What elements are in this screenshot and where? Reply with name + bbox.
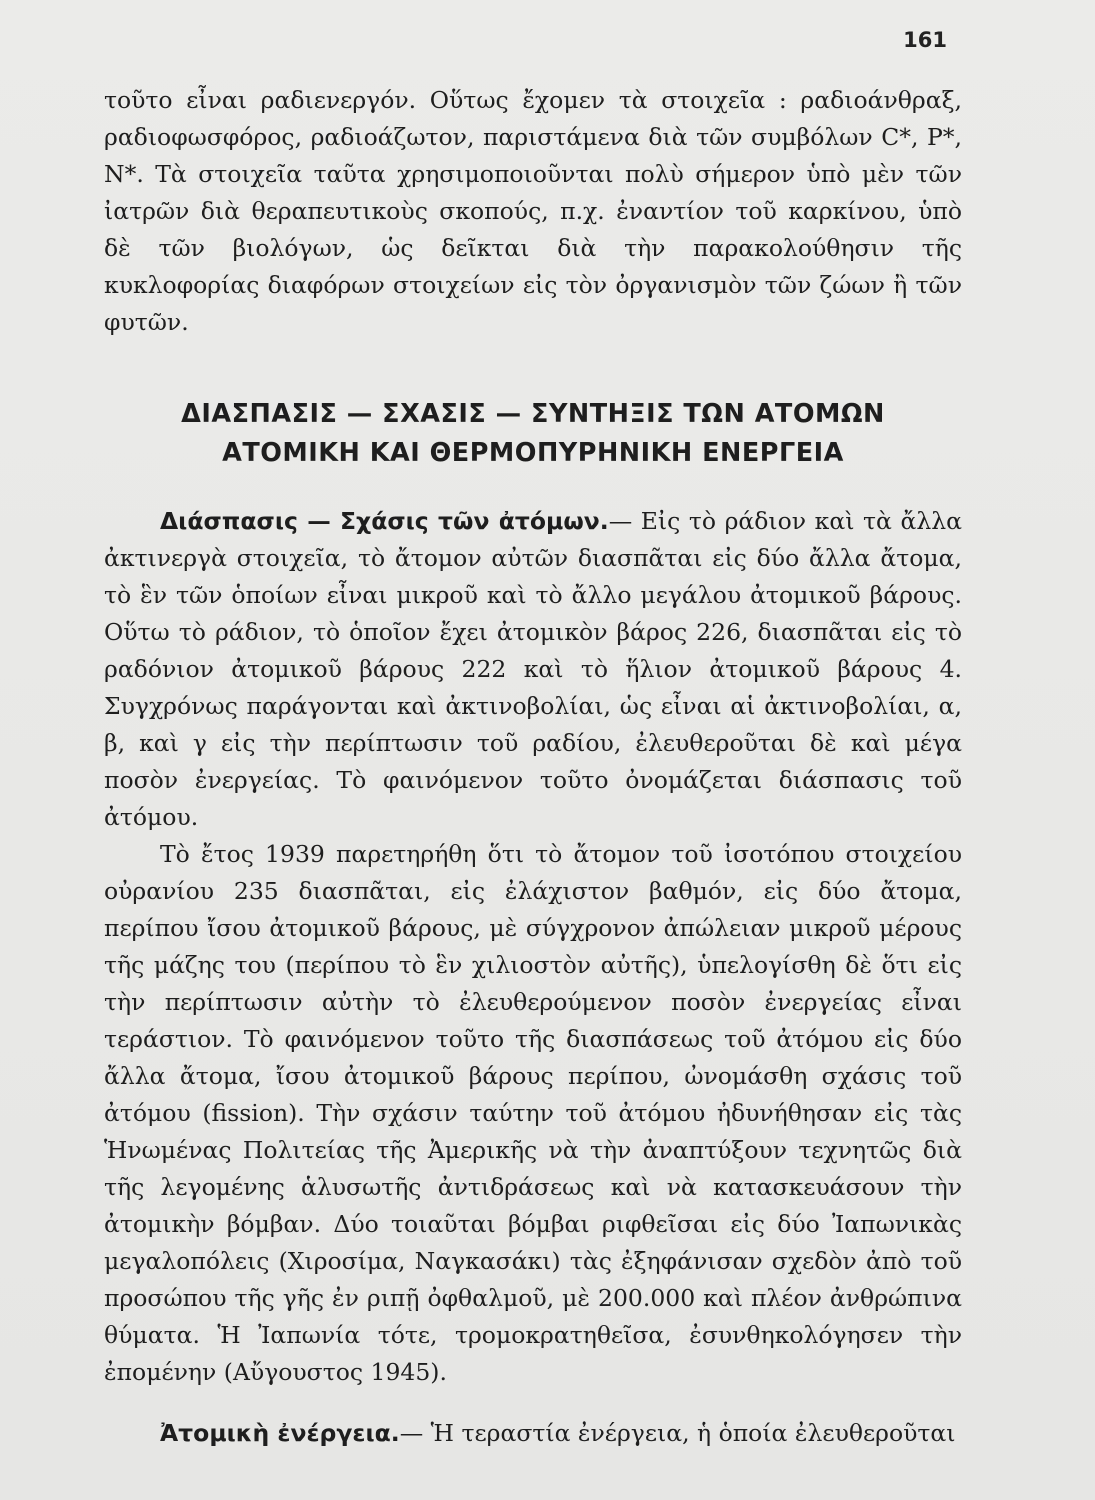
atomic-energy-subheading: Ἀτομικὴ ἐνέργεια. [160,1418,400,1447]
page-number: 161 [903,28,947,52]
chapter-heading-line-1: ΔΙΑΣΠΑΣΙΣ — ΣΧΑΣΙΣ — ΣΥΝΤΗΞΙΣ ΤΩΝ ΑΤΟΜΩΝ [181,399,885,429]
intro-paragraph: τοῦτο εἶναι ραδιενεργόν. Οὕτως ἔχομεν τὰ στοιχεῖα : ραδιοάνθραξ, ραδιοφωσφόρος, ραδιοάζωτον, παριστάμενα διὰ τῶν συμβόλων C*, P*, N*. Τὰ στοιχεῖα ταῦτα χρησιμοποιοῦνται πολὺ σήμερον ὑπὸ μὲν τῶν ἰατρῶν διὰ θεραπευτικοὺς σκοπούς, π.χ. ἐναντίον τοῦ καρκίνου, ὑπὸ δὲ τῶν βιολόγων, ὡς δεῖκται διὰ τὴν παρακολούθησιν τῆς κυκλοφορίας διαφόρων στοιχείων εἰς τὸν ὀργανισμὸν τῶν ζώων ἢ τῶν φυτῶν. [104,86,962,336]
intro-section [104,82,962,341]
section-atomic-energy [104,1415,962,1452]
atomic-energy-paragraph-text: — Ἡ τεραστία ἐνέργεια, ἡ ὁποία ἐλευθεροῦται [399,1418,956,1447]
chapter-heading [104,395,962,473]
fission-paragraph-1-text: — Εἰς τὸ ράδιον καὶ τὰ ἄλλα ἀκτινεργὰ στοιχεῖα, τὸ ἄτομον αὐτῶν διασπᾶται εἰς δύο ἄλλα ἄτομα, τὸ ἓν τῶν ὁποίων εἶναι μικροῦ καὶ τὸ ἄλλο μεγάλου ἀτομικοῦ βάρους. Οὕτω τὸ ράδιον, τὸ ὁποῖον ἔχει ἀτομικὸν βάρος 226, διασπᾶται εἰς τὸ ραδόνιον ἀτομικοῦ βάρους 222 καὶ τὸ ἥλιον ἀτομικοῦ βάρους 4. Συγχρόνως παράγονται καὶ ἀκτινοβολίαι, ὡς εἶναι αἱ ἀκτινοβολίαι, α, β, καὶ γ εἰς τὴν περίπτωσιν τοῦ ραδίου, ἐλευθεροῦται δὲ καὶ μέγα ποσὸν ἐνεργείας. Τὸ φαινόμενον τοῦτο ὀνομάζεται διάσπασις τοῦ ἀτόμου. [104,507,962,831]
page-body [104,82,962,1475]
fission-subheading: Διάσπασις — Σχάσις τῶν ἀτόμων. [160,507,609,535]
chapter-heading-line-2: ΑΤΟΜΙΚΗ ΚΑΙ ΘΕΡΜΟΠΥΡΗΝΙΚΗ ΕΝΕΡΓΕΙΑ [222,438,844,468]
atomic-energy-paragraph [104,1415,962,1452]
fission-paragraph-2: Τὸ ἔτος 1939 παρετηρήθη ὅτι τὸ ἄτομον τοῦ ἰσοτόπου στοιχείου οὐρανίου 235 διασπᾶται, εἰς ἐλάχιστον βαθμόν, εἰς δύο ἄτομα, περίπου ἴσου ἀτομικοῦ βάρους, μὲ σύγχρονον ἀπώλειαν μικροῦ μέρους τῆς μάζης του (περίπου τὸ ἓν χιλιοστὸν αὐτῆς), ὑπελογίσθη δὲ ὅτι εἰς τὴν περίπτωσιν αὐτὴν τὸ ἐλευθερούμενον ποσὸν ἐνεργείας εἶναι τεράστιον. Τὸ φαινόμενον τοῦτο τῆς διασπάσεως τοῦ ἀτόμου εἰς δύο ἄλλα ἄτομα, ἴσου ἀτομικοῦ βάρους περίπου, ὠνομάσθη σχάσις τοῦ ἀτόμου (fission). Τὴν σχάσιν ταύτην τοῦ ἀτόμου ἠδυνήθησαν εἰς τὰς Ἡνωμένας Πολιτείας τῆς Ἀμερικῆς νὰ τὴν ἀναπτύξουν τεχνητῶς διὰ τῆς λεγομένης ἁλυσωτῆς ἀντιδράσεως καὶ νὰ κατασκευάσουν τὴν ἀτομικὴν βόμβαν. Δύο τοιαῦται βόμβαι ριφθεῖσαι εἰς δύο Ἰαπωνικὰς μεγαλοπόλεις (Χιροσίμα, Ναγκασάκι) τὰς ἐξηφάνισαν σχεδὸν ἀπὸ τοῦ προσώπου τῆς γῆς ἐν ριπῇ ὀφθαλμοῦ, μὲ 200.000 καὶ πλέον ἀνθρώπινα θύματα. Ἡ Ἰαπωνία τότε, τρομοκρατηθεῖσα, ἐσυνθηκολόγησεν τὴν ἐπομένην (Αὔγουστος 1945). [104,840,962,1386]
fission-paragraph-1 [104,503,962,836]
section-fission [104,503,962,1391]
